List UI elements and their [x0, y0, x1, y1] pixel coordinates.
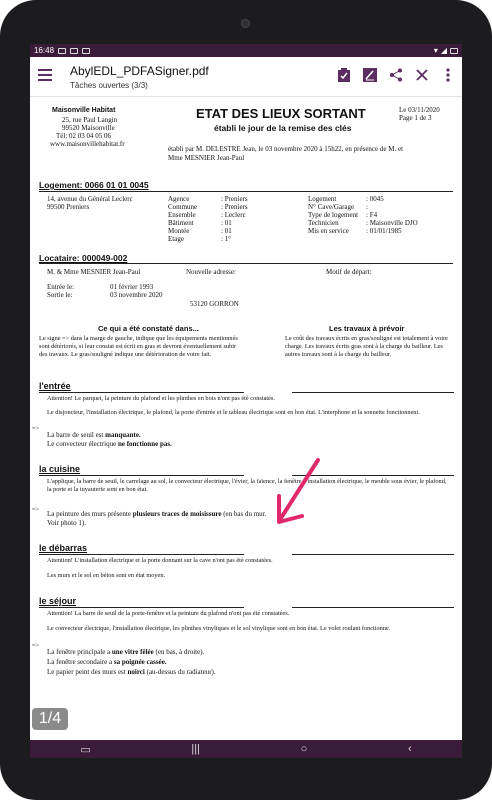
status-bar: [30, 44, 462, 57]
locataire-label: Locataire: 000049-002: [39, 253, 128, 263]
entree-value: 01 février 1993: [110, 283, 154, 291]
cuisine-damage-1: La peinture des murs présente plusieurs traces de moisissure (en bas du mur. Voir photo 1).: [47, 510, 267, 527]
more-options-icon[interactable]: [438, 65, 458, 85]
room-entree-title: l'entrée: [39, 381, 71, 391]
menu-icon[interactable]: [38, 69, 52, 81]
travaux-text: Le coût des travaux écrits en gras/souligné est totalement à votre charge. Les travaux écrits gras sont à la charge du bailleur. Les autres travaux sont à la charge du bailleur.: [285, 335, 448, 358]
sejour-damage-1: La fenêtre principale a une vitre fêlée (en bas, à droite).: [47, 648, 205, 656]
entree-damage-2: Le convecteur électrique ne fonctionne pas.: [47, 440, 172, 448]
company-name: Maisonville Habitat: [52, 107, 116, 114]
tenant-city: 53120 GORRON: [190, 300, 239, 308]
room-cuisine-title: la cuisine: [39, 464, 81, 474]
close-icon[interactable]: [412, 65, 432, 85]
entree-label: Entrée le:: [47, 283, 75, 291]
notification-icon: [82, 48, 90, 54]
share-icon[interactable]: [386, 65, 406, 85]
navigation-bar: [30, 740, 462, 758]
company-website: www.maisonvillehabitat.fr: [50, 140, 125, 148]
pdf-page[interactable]: [30, 98, 462, 741]
constate-text: Le signe => dans la marge de gauche, indique que les équipements mentionnés sont détériorés, si leur constat est écrit en gras et devront éventuellement subir des travaux. Le gras/souligné indique une détérioration de votre fait.: [39, 335, 238, 358]
company-city: 99520 Maisonville: [62, 124, 115, 132]
battery-icon: [450, 48, 458, 54]
sejour-damage-3: Le papier peint des murs est noirci (au-dessus du radiateur).: [47, 668, 216, 676]
wifi-icon: ▾: [433, 46, 438, 55]
document-page: Page 1 de 3: [399, 114, 432, 122]
sign-icon[interactable]: [360, 65, 380, 85]
front-camera: [241, 19, 250, 28]
entree-line-1: Attention! Le parquet, la peinture du plafond et les plinthes en bois n'ont pas été constatés.: [47, 395, 275, 402]
constate-heading: Ce qui a été constaté dans...: [98, 324, 199, 333]
annotation-arrow-icon: [273, 456, 323, 528]
damage-arrow: =>: [32, 642, 40, 649]
sortie-label: Sortie le:: [47, 291, 73, 299]
properties-left: Agence : Preniers Commune : Preniers Ensemble : Leclerc Bâtiment : 01 Montée : 01 Etage : 1°: [168, 195, 248, 243]
debarras-line-1: Attention! L'installation électrique et la porte donnant sur la cave n'ont pas été constatées.: [47, 557, 273, 564]
tasks-subtitle: Tâches ouvertes (3/3): [70, 81, 148, 90]
room-sejour-title: le séjour: [39, 596, 77, 606]
sejour-line-2: Le convecteur électrique, l'installation électrique, les plinthes vinyliques et le sol vinylique sont en bon état. Le volet roulant fonctionne.: [47, 625, 391, 632]
company-street: 25, rue Paul Langin: [62, 116, 118, 124]
app-bar: [30, 57, 462, 97]
clipboard-check-icon[interactable]: [334, 65, 354, 85]
screen: [30, 44, 462, 758]
signal-icon: ◢: [440, 46, 447, 55]
back-icon[interactable]: ‹: [407, 743, 412, 755]
cuisine-line-1: L'applique, la barre de seuil, le carrelage au sol, le convecteur électrique, l'évier, la faïence, la fenêtre, l'installation électrique, le meuble sous évier, le plafond, la porte et la tuyauterie sont en bon état.: [47, 478, 447, 493]
debarras-line-2: Les murs et le sol en béton sont en état moyen.: [47, 572, 166, 579]
recent-apps-icon[interactable]: |||: [191, 743, 200, 755]
nouvelle-adresse-label: Nouvelle adresse:: [186, 268, 236, 276]
status-time: 16:48: [34, 46, 55, 55]
document-title: AbylEDL_PDFASigner.pdf: [70, 64, 209, 78]
sejour-line-1: Attention! La barre de seuil de la porte-fenêtre et la peinture du plafond n'ont pas été constatées.: [47, 610, 290, 617]
sortie-value: 03 novembre 2020: [110, 291, 163, 299]
entree-line-2: Le disjoncteur, l'installation électrique, le plafond, la porte d'entrée et le tableau électrique sont en bon état. L'interphone et la sonnette fonctionnent.: [47, 409, 420, 416]
notification-icon: [70, 48, 78, 54]
notification-icon: [58, 48, 66, 54]
home-icon[interactable]: ○: [300, 743, 308, 755]
entree-damage-1: La barre de seuil est manquante.: [47, 431, 141, 439]
main-title: ETAT DES LIEUX SORTANT: [196, 106, 366, 121]
tenant-name: M. & Mme MESNIER Jean-Paul: [47, 268, 141, 276]
address-line-2: 99500 Preniers: [47, 203, 90, 211]
document-date: Le 03/11/2020: [399, 106, 440, 114]
motif-label: Motif de départ:: [326, 268, 372, 276]
address-line-1: 14, avenue du Général Leclerc: [47, 195, 133, 203]
room-debarras-title: le débarras: [39, 543, 88, 553]
properties-right: Logement : 0045 N° Cave/Garage : Type de logement : F4 Technicien : Maisonville DJO Mis en service : 01/01/1985: [308, 195, 418, 235]
keyboard-icon[interactable]: ▭: [80, 743, 91, 756]
travaux-heading: Les travaux à prévoir: [329, 324, 405, 333]
company-phone: Tél: 02 03 04 05 06: [56, 132, 112, 140]
page-indicator: 1/4: [32, 708, 68, 730]
main-subtitle: établi le jour de la remise des clés: [214, 123, 352, 133]
etabli-par: établi par M. DELESTRE Jean, le 03 novembre 2020 à 15h22, en présence de M. et Mme MESNIER Jean-Paul: [168, 145, 404, 162]
damage-arrow: =>: [32, 425, 40, 432]
sejour-damage-2: La fenêtre secondaire a sa poignée cassée.: [47, 658, 167, 666]
damage-arrow: =>: [32, 506, 40, 513]
logement-label: Logement: 0066 01 01 0045: [39, 180, 149, 190]
